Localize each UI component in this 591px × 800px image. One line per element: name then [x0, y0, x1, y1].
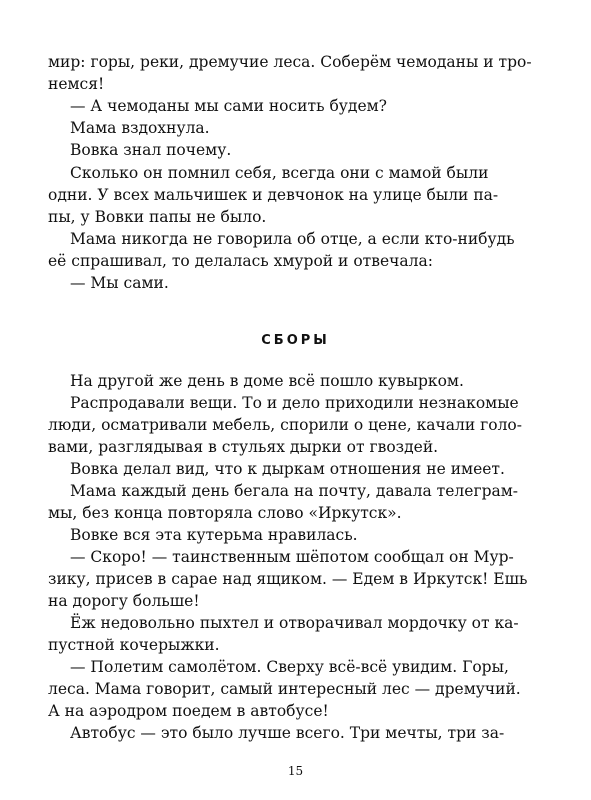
- text-line: мы, без конца повторяла слово «Иркутск».: [48, 504, 402, 522]
- text-line: Вовке вся эта кутерьма нравилась.: [70, 526, 358, 544]
- text-line: Мама каждый день бегала на почту, давала телеграм-: [70, 482, 519, 500]
- text-line: Мама никогда не говорила об отце, а если кто-нибудь: [70, 230, 515, 248]
- text-line: А на аэродром поедем в автобусе!: [48, 702, 329, 720]
- text-line: её спрашивал, то делалась хмурой и отвечала:: [48, 252, 433, 270]
- text-line: леса. Мама говорит, самый интересный лес — дремучий.: [48, 680, 521, 698]
- text-line: на дорогу больше!: [48, 592, 200, 610]
- text-line: люди, осматривали мебель, спорили о цене, качали голо-: [48, 416, 522, 434]
- text-line: зику, присев в сарае над ящиком. — Едем в Иркутск! Ешь: [48, 570, 528, 588]
- text-line: Вовка знал почему.: [70, 141, 232, 159]
- text-line: Распродавали вещи. То и дело приходили незнакомые: [70, 394, 519, 412]
- text-line: пустной кочерыжки.: [48, 636, 220, 654]
- text-line: вами, разглядывая в стульях дырки от гвоздей.: [48, 438, 439, 456]
- text-line: — Полетим самолётом. Сверху всё-всё увидим. Горы,: [70, 658, 509, 676]
- text-line: Автобус — это было лучше всего. Три мечты, три за-: [70, 724, 505, 742]
- text-line: пы, у Вовки папы не было.: [48, 208, 267, 226]
- text-line: Ёж недовольно пыхтел и отворачивал мордочку от ка-: [70, 614, 519, 632]
- text-line: Сколько он помнил себя, всегда они с мамой были: [70, 164, 489, 182]
- text-line: — Скоро! — таинственным шёпотом сообщал он Мур-: [70, 548, 514, 566]
- text-line: одни. У всех мальчишек и девчонок на улице были па-: [48, 186, 499, 204]
- text-line: Мама вздохнула.: [70, 119, 210, 137]
- text-line: мир: горы, реки, дремучие леса. Соберём чемоданы и тро-: [48, 53, 532, 71]
- text-line: На другой же день в доме всё пошло кувырком.: [70, 372, 464, 390]
- text-line: — Мы сами.: [70, 274, 169, 292]
- section-heading: СБОРЫ: [261, 333, 330, 348]
- text-line: — А чемоданы мы сами носить будем?: [70, 97, 387, 115]
- text-line: немся!: [48, 75, 105, 93]
- page-number: 15: [287, 764, 304, 778]
- text-line: Вовка делал вид, что к дыркам отношения не имеет.: [70, 460, 505, 478]
